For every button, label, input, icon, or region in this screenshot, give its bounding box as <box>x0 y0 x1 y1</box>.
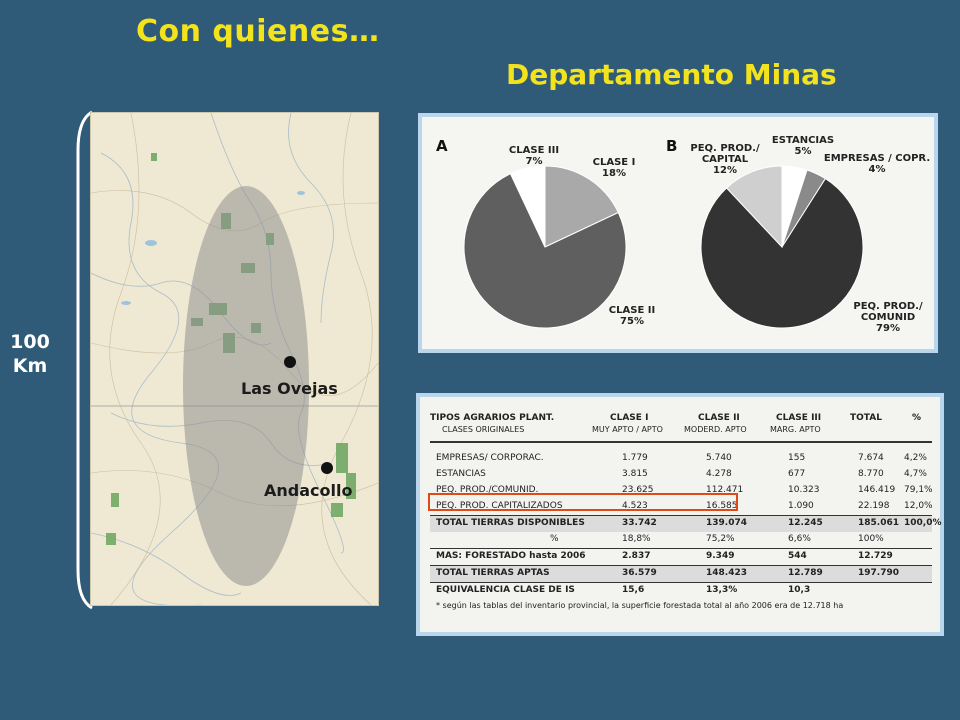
pie-b-label-capital-pct: 12% <box>713 165 737 176</box>
pie-a-label-clase1-name: CLASE I <box>592 157 636 168</box>
scale-unit: Km <box>12 355 48 377</box>
pie-a-label-clase2-name: CLASE II <box>608 305 656 316</box>
table-row <box>430 582 932 599</box>
table-cell: 112.471 <box>706 485 744 495</box>
table-cell: 12.245 <box>788 518 823 528</box>
table-row <box>430 515 942 532</box>
table-cell: 12.729 <box>858 551 893 561</box>
table-body <box>430 451 942 599</box>
table-cell: 4,7% <box>904 469 927 479</box>
table-cell: 8.770 <box>858 469 884 479</box>
table-header <box>430 411 932 443</box>
table-cell: 197.790 <box>858 568 899 578</box>
table-cell: 6,6% <box>788 534 811 544</box>
header-clase3: CLASE III <box>776 413 822 423</box>
table-cell: 9.349 <box>706 551 735 561</box>
table-cell: 75,2% <box>706 534 735 544</box>
pie-b-label-empresas-name: EMPRESAS / COPR. <box>823 153 931 164</box>
table-cell: 146.419 <box>858 485 896 495</box>
table-cell: TOTAL TIERRAS APTAS <box>436 568 550 578</box>
table-cell: 7.674 <box>858 453 884 463</box>
table-cell: 544 <box>788 551 807 561</box>
table-cell: % <box>550 534 559 544</box>
pie-b-letter: B <box>666 137 678 155</box>
header-total: TOTAL <box>850 413 882 423</box>
table-cell: ESTANCIAS <box>436 469 486 479</box>
map-drawing <box>91 113 378 605</box>
table-cell: 148.423 <box>706 568 747 578</box>
table-cell: PEQ. PROD./COMUNID. <box>436 485 539 495</box>
header-clase1: CLASE I <box>610 413 649 423</box>
slide-title: Con quienes… <box>136 14 380 49</box>
table-cell: 4.278 <box>706 469 732 479</box>
pie-a-label-clase2-pct: 75% <box>620 316 644 327</box>
table-cell: 5.740 <box>706 453 732 463</box>
table-cell: 3.815 <box>622 469 648 479</box>
andacollo-label: Andacollo <box>264 481 353 500</box>
table-cell: 18,8% <box>622 534 651 544</box>
pie-b-label-comunid-name: PEQ. PROD./ COMUNID <box>853 301 923 323</box>
table-row <box>430 532 932 548</box>
las-ovejas-label: Las Ovejas <box>241 379 338 398</box>
table-cell: 13,3% <box>706 585 738 595</box>
table-cell: 1.090 <box>788 501 814 511</box>
table-cell: 100,0% <box>904 518 942 528</box>
pie-b-label-estancias-name: ESTANCIAS <box>771 135 835 146</box>
table-cell: 155 <box>788 453 806 463</box>
scale-label <box>8 330 52 378</box>
pie-a-label-clase3 <box>504 145 564 167</box>
pie-a-label-clase3-name: CLASE III <box>508 145 560 156</box>
header-clase2: CLASE II <box>698 413 740 423</box>
table-cell: 139.074 <box>706 518 747 528</box>
table-cell: EMPRESAS/ CORPORAC. <box>436 453 544 463</box>
table-row <box>430 451 932 467</box>
pie-a-label-clase3-pct: 7% <box>525 156 543 167</box>
pie-a-label-clase1-pct: 18% <box>602 168 626 179</box>
data-table-panel <box>416 393 944 636</box>
pie-b-label-capital-name: PEQ. PROD./ CAPITAL <box>690 143 760 165</box>
table-cell: 33.742 <box>622 518 657 528</box>
table-cell: 22.198 <box>858 501 890 511</box>
table-row <box>430 548 932 565</box>
header-pct: % <box>912 413 922 423</box>
header-clase2-sub: MODERD. APTO <box>684 425 747 434</box>
pie-a-label-clase2 <box>602 305 662 327</box>
pie-b-label-comunid-pct: 79% <box>876 323 900 334</box>
table-cell: 185.061 <box>858 518 899 528</box>
table-footnote-row <box>430 599 932 615</box>
table-cell: EQUIVALENCIA CLASE DE IS <box>436 585 575 595</box>
table-cell: 1.779 <box>622 453 648 463</box>
pie-b-label-comunid <box>848 301 928 334</box>
table-cell: PEQ. PROD. CAPITALIZADOS <box>436 501 563 511</box>
pie-b-label-estancias-pct: 5% <box>794 146 812 157</box>
table-cell: 2.837 <box>622 551 651 561</box>
table-cell: 16.585 <box>706 501 738 511</box>
table-cell: 23.625 <box>622 485 654 495</box>
table-cell: 15,6 <box>622 585 645 595</box>
pie-charts-panel <box>418 113 938 353</box>
table-cell: 12,0% <box>904 501 933 511</box>
table-cell: 12.789 <box>788 568 823 578</box>
table-cell: 677 <box>788 469 806 479</box>
pie-a-letter: A <box>436 137 448 155</box>
highlight-box <box>428 493 738 511</box>
pie-b-label-empresas-pct: 4% <box>868 164 886 175</box>
data-table <box>430 411 942 615</box>
header-tipos: TIPOS AGRARIOS PLANT. <box>430 413 555 423</box>
region-map <box>90 112 379 606</box>
table-cell: 36.579 <box>622 568 657 578</box>
slide-subtitle: Departamento Minas <box>506 58 837 91</box>
header-clase1-sub: MUY APTO / APTO <box>592 425 663 434</box>
header-tipos-sub: CLASES ORIGINALES <box>442 425 525 434</box>
las-ovejas-marker <box>284 356 296 368</box>
header-clase3-sub: MARG. APTO <box>770 425 821 434</box>
table-cell: 4.523 <box>622 501 648 511</box>
pie-a-label-clase1 <box>584 157 644 179</box>
table-cell: 4,2% <box>904 453 927 463</box>
table-cell: MAS: FORESTADO hasta 2006 <box>436 551 586 561</box>
table-row <box>430 467 932 483</box>
table-row <box>430 565 932 582</box>
table-cell: TOTAL TIERRAS DISPONIBLES <box>436 518 585 528</box>
table-cell: 10.323 <box>788 485 820 495</box>
table-cell: 10,3 <box>788 585 811 595</box>
table-cell: 79,1% <box>904 485 933 495</box>
scale-value: 100 <box>10 331 50 353</box>
pie-b-label-capital <box>690 143 760 176</box>
andacollo-marker <box>321 462 333 474</box>
pie-b-label-empresas <box>822 153 932 175</box>
table-footnote: * según las tablas del inventario provincial, la superficie forestada total al año 2006 era de 12.718 ha <box>436 601 844 610</box>
table-cell: 100% <box>858 534 884 544</box>
